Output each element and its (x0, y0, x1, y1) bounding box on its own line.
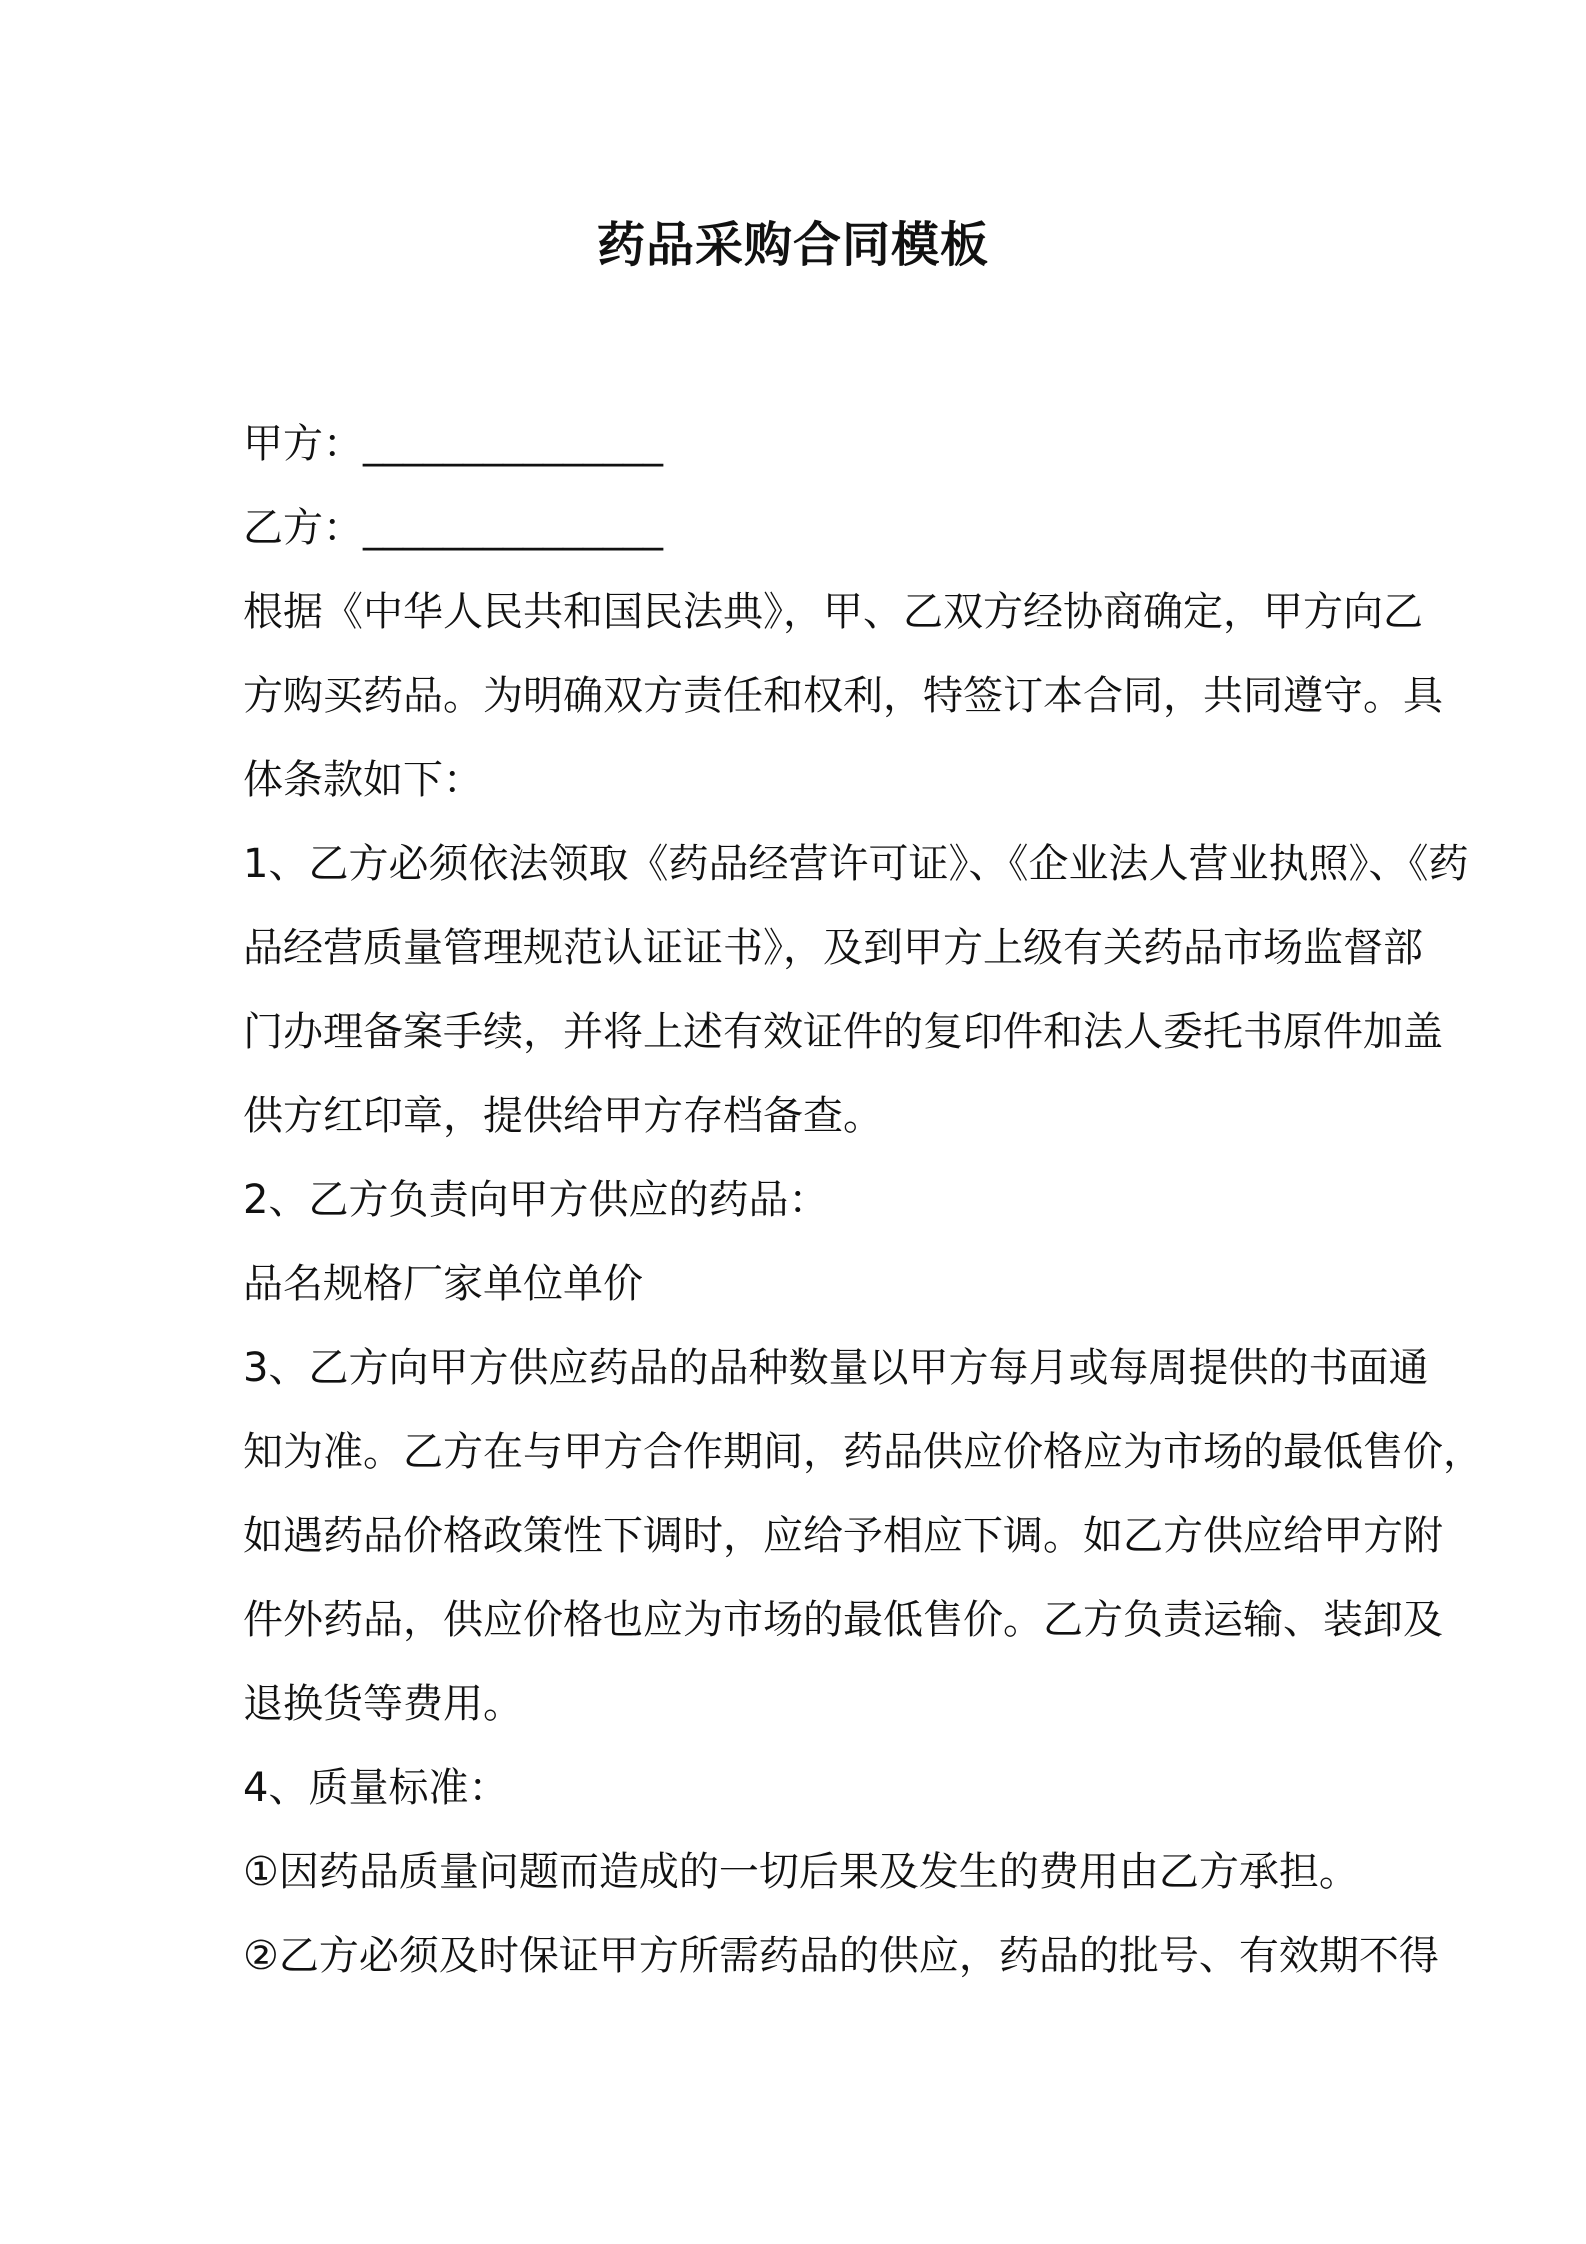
party-a-label: 甲方： (243, 421, 363, 467)
clause-4-item: ②乙方必须及时保证甲方所需药品的供应，药品的批号、有效期不得 (243, 1933, 1439, 1979)
clause-2-paragraph (243, 1158, 1358, 1242)
party-b-line (243, 486, 1358, 570)
clause-1-paragraph (243, 822, 1469, 1158)
party-a-blank: _______________ (363, 421, 663, 467)
clause-3-line: 件外药品，供应价格也应为市场的最低售价。乙方负责运输、装卸及 (243, 1597, 1443, 1643)
clause-4-item: ①因药品质量问题而造成的一切后果及发生的费用由乙方承担。 (243, 1849, 1359, 1895)
preamble-line: 体条款如下： (243, 757, 483, 803)
clause-4-heading: 4、质量标准： (243, 1765, 509, 1811)
clause-4-paragraph (243, 1746, 1439, 1998)
clause-1-line: 1、乙方必须依法领取《药品经营许可证》、《企业法人营业执照》、《药 (243, 841, 1469, 887)
preamble-line: 方购买药品。为明确双方责任和权利，特签订本合同，共同遵守。具 (243, 673, 1443, 719)
clause-1-line: 品经营质量管理规范认证证书》，及到甲方上级有关药品市场监督部 (243, 925, 1423, 971)
clause-2-line: 2、乙方负责向甲方供应的药品： (243, 1177, 829, 1223)
preamble-line: 根据《中华人民共和国民法典》，甲、乙双方经协商确定，甲方向乙 (243, 589, 1423, 635)
party-a-line (243, 402, 1358, 486)
clause-3-line: 知为准。乙方在与甲方合作期间，药品供应价格应为市场的最低售价， (243, 1429, 1483, 1475)
clause-1-line: 供方红印章，提供给甲方存档备查。 (243, 1093, 883, 1139)
clause-3-line: 退换货等费用。 (243, 1681, 523, 1727)
preamble-paragraph (243, 570, 1443, 822)
clause-3-line: 如遇药品价格政策性下调时，应给予相应下调。如乙方供应给甲方附 (243, 1513, 1443, 1559)
document-title: 药品采购合同模板 (596, 217, 989, 273)
document-body (243, 402, 1483, 1998)
clause-1-line: 门办理备案手续，并将上述有效证件的复印件和法人委托书原件加盖 (243, 1009, 1443, 1055)
party-b-label: 乙方： (243, 505, 363, 551)
clause-3-paragraph (243, 1326, 1483, 1746)
party-b-blank: _______________ (363, 505, 663, 551)
product-table-header: 品名规格厂家单位单价 (243, 1261, 643, 1307)
clause-3-line: 3、乙方向甲方供应药品的品种数量以甲方每月或每周提供的书面通 (243, 1345, 1429, 1391)
